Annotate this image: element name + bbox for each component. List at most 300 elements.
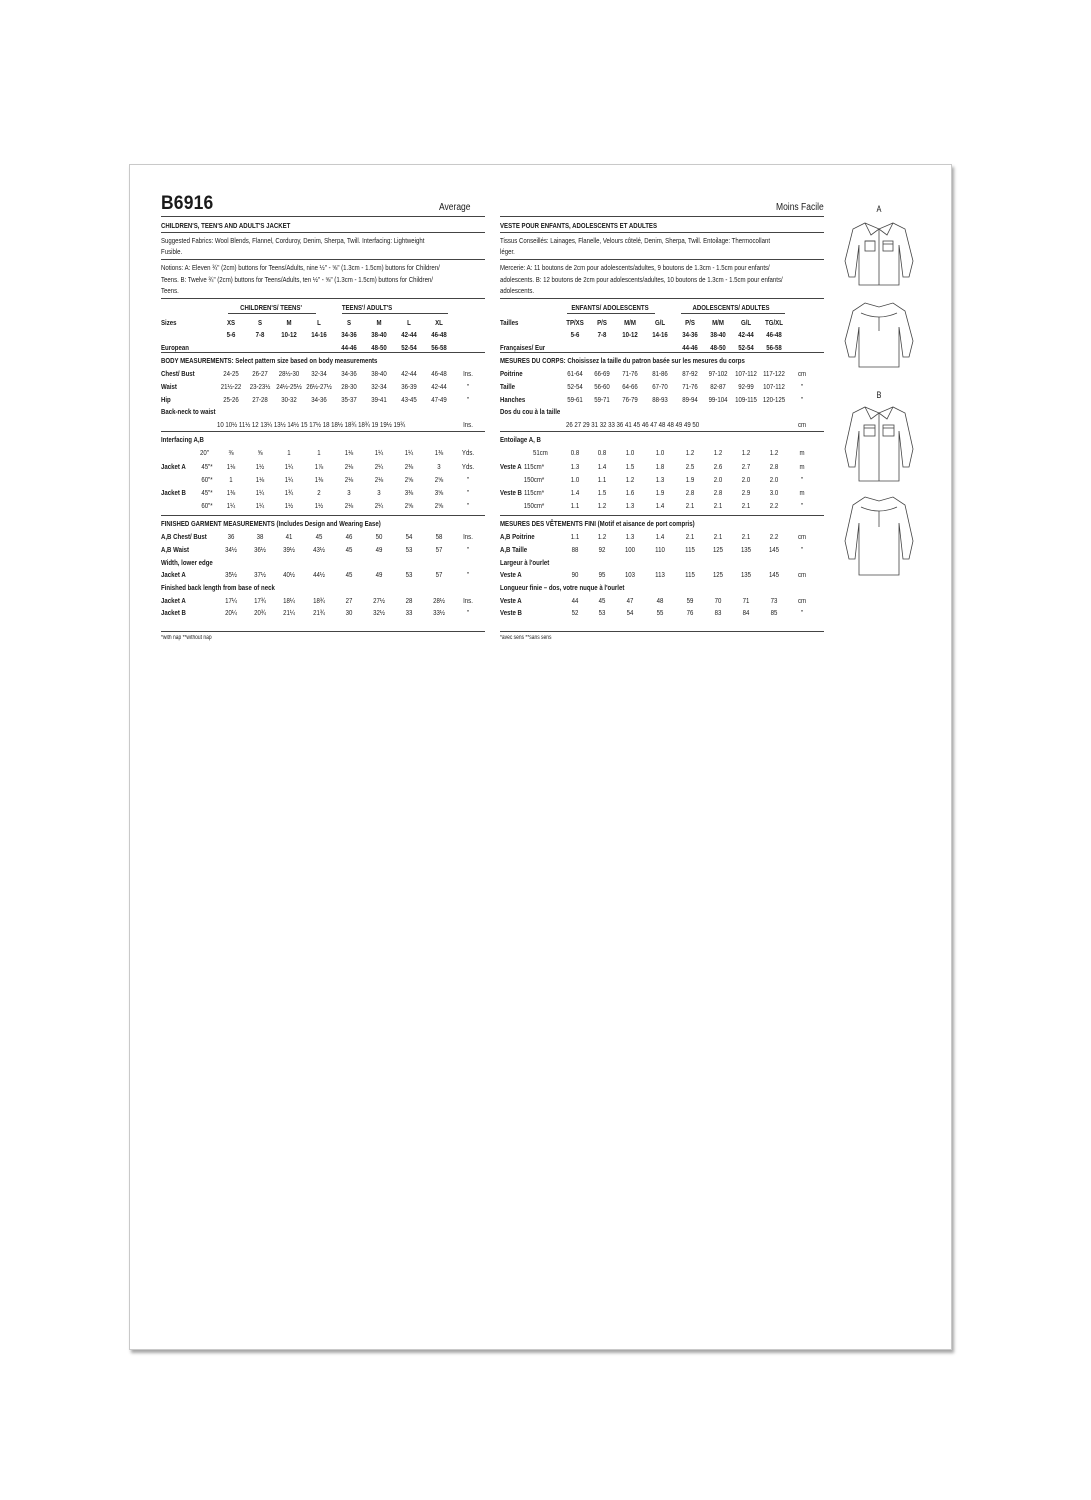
table-cell: 1.8	[655, 462, 665, 471]
table-cell: 1	[287, 448, 291, 457]
table-cell: 1.3	[570, 462, 580, 471]
body-measurements-heading: BODY MEASUREMENTS: Select pattern size based on body measurements	[161, 356, 378, 365]
table-cell: 67-70	[652, 382, 668, 391]
table-cell: 3⅜	[404, 488, 414, 497]
table-cell: 17¼	[225, 596, 237, 605]
table-cell: 26½-27½	[306, 382, 332, 391]
unit: cm	[797, 420, 807, 429]
table-cell: 1⅛	[344, 448, 354, 457]
table-cell: 115	[685, 545, 695, 554]
difficulty-en: Average	[439, 202, 471, 213]
table-cell: 26-27	[252, 369, 268, 378]
table-cell: 117-122	[763, 369, 785, 378]
table-cell: 30-32	[281, 395, 297, 404]
group-header-adultes: ADOLESCENTS/ ADULTES	[692, 303, 770, 312]
table-cell: 30	[345, 608, 353, 617]
body-measurements-heading: MESURES DU CORPS: Choisissez la taille du patron basée sur les mesures du corps	[500, 356, 745, 365]
footnote: *avec sens **sans sens	[500, 635, 552, 641]
row-label: Jacket A	[161, 462, 186, 471]
table-cell: 61-64	[567, 369, 583, 378]
table-cell: 1¼	[255, 501, 265, 510]
table-cell: 2.5	[685, 462, 695, 471]
table-cell: 45	[345, 570, 353, 579]
table-cell: 90	[571, 570, 579, 579]
size-header: M/M	[624, 318, 636, 327]
table-cell: 1.4	[655, 532, 665, 541]
table-cell: 27-28	[252, 395, 268, 404]
row-label: Interfacing A,B	[161, 435, 204, 444]
table-cell: 2¼	[374, 501, 384, 510]
row-label: A,B Waist	[161, 545, 190, 554]
table-cell: 24½-25½	[276, 382, 302, 391]
european-size: 52-54	[738, 343, 754, 352]
size-header: M	[376, 318, 382, 327]
table-cell: 1½	[255, 462, 265, 471]
notions-en-2: Teens. B: Twelve ¾" (2cm) buttons for Teens/Adults, ten ½" - ⅝" (1.3cm - 1.5cm) buttons for Children/	[161, 275, 433, 284]
unit: Ins.	[463, 420, 473, 429]
table-cell: 27	[345, 596, 353, 605]
table-cell: 1⅛	[255, 475, 265, 484]
table-cell: 1.1	[597, 475, 607, 484]
table-cell: 71-76	[682, 382, 698, 391]
divider	[500, 298, 824, 299]
table-cell: 57	[435, 545, 443, 554]
divider	[161, 352, 485, 353]
table-cell: 0.8	[570, 448, 580, 457]
table-cell: 28½-30	[278, 369, 300, 378]
fabrics-fr: Tissus Conseillés: Lainages, Flanelle, Velours côtelé, Denim, Sherpa, Twill. Entoilage: Thermocollant	[500, 236, 771, 245]
row-label: A,B Poitrine	[500, 532, 535, 541]
size-header: P/S	[685, 318, 695, 327]
size-range: 14-16	[311, 330, 327, 339]
divider	[500, 216, 824, 217]
table-cell: 1⅛	[226, 462, 236, 471]
table-cell: 73	[770, 596, 778, 605]
table-cell: 2.0	[741, 475, 751, 484]
table-cell: 135	[740, 570, 752, 579]
fabric-width: 150cm*	[523, 501, 545, 510]
table-cell: 43½	[313, 545, 325, 554]
table-cell: 50	[375, 532, 383, 541]
table-cell: 1.4	[570, 488, 580, 497]
pattern-sheet	[129, 164, 952, 1350]
european-size: 56-58	[431, 343, 447, 352]
table-cell: 2.9	[741, 488, 751, 497]
table-cell: 99-104	[708, 395, 728, 404]
unit: cm	[797, 596, 807, 605]
table-cell: 115	[685, 570, 695, 579]
table-cell: 2.2	[769, 501, 779, 510]
table-cell: 92	[598, 545, 606, 554]
group-underline	[681, 313, 785, 314]
size-range: 46-48	[431, 330, 447, 339]
divider	[161, 232, 485, 233]
unit: m	[799, 448, 805, 457]
row-label: Chest/ Bust	[161, 369, 195, 378]
unit: "	[800, 608, 804, 617]
table-cell: 1.4	[597, 462, 607, 471]
table-cell: 1.5	[597, 488, 607, 497]
table-cell: 25-26	[223, 395, 239, 404]
table-cell: 109-115	[735, 395, 757, 404]
european-size: 56-58	[766, 343, 782, 352]
table-cell: 1¼	[284, 462, 294, 471]
table-cell: 3⅝	[434, 488, 444, 497]
jacket-a-back-sketch	[837, 297, 921, 375]
table-cell: 21¾	[313, 608, 325, 617]
divider	[500, 515, 824, 516]
table-cell: 2.8	[685, 488, 695, 497]
sizes-label: Sizes	[161, 318, 177, 327]
table-cell: 107-112	[735, 369, 757, 378]
unit: "	[466, 488, 470, 497]
row-label: Veste B	[500, 488, 522, 497]
table-cell: 110	[655, 545, 665, 554]
table-cell: 1⅜	[434, 448, 444, 457]
table-cell: 2.1	[713, 532, 723, 541]
table-cell: 21½-22	[220, 382, 242, 391]
fabric-width: 45"*	[201, 462, 213, 471]
group-underline	[567, 313, 655, 314]
table-cell: 32½	[373, 608, 385, 617]
european-label: European	[161, 343, 189, 352]
unit: Ins.	[463, 532, 473, 541]
table-cell: 85	[770, 608, 778, 617]
table-cell: 2.1	[685, 532, 695, 541]
table-cell: 1½	[314, 501, 324, 510]
row-label: Poitrine	[500, 369, 523, 378]
table-cell: 54	[626, 608, 634, 617]
row-label: Hip	[161, 395, 171, 404]
row-label: Jacket A	[161, 570, 186, 579]
table-cell: 40½	[283, 570, 295, 579]
table-cell: 17¾	[254, 596, 266, 605]
view-b-label: B	[876, 390, 882, 400]
table-cell: 46-48	[431, 369, 447, 378]
divider	[161, 515, 485, 516]
table-cell: 2.0	[713, 475, 723, 484]
table-cell: 100	[624, 545, 636, 554]
divider	[500, 259, 824, 260]
table-cell: 1¼	[226, 501, 236, 510]
size-range: 38-40	[371, 330, 387, 339]
row-label: Dos du cou à la taille	[500, 407, 561, 416]
table-cell: 103	[624, 570, 636, 579]
row-label: Jacket B	[161, 488, 186, 497]
notions-fr-3: adolescents.	[500, 286, 535, 295]
size-header: G/L	[740, 318, 752, 327]
row-label: Veste A	[500, 570, 522, 579]
row-label: A,B Taille	[500, 545, 528, 554]
table-cell: 53	[405, 570, 413, 579]
backneck-values: 26 27 29 31 32 33 36 41 45 46 47 48 48 49 49 50	[566, 420, 700, 429]
row-label: Jacket B	[161, 608, 186, 617]
table-cell: 83	[714, 608, 722, 617]
table-cell: 59-71	[594, 395, 610, 404]
table-cell: 36	[227, 532, 235, 541]
fabric-width: 51cm	[533, 448, 548, 457]
table-cell: 125	[712, 545, 724, 554]
divider	[161, 631, 485, 632]
table-cell: 3	[437, 462, 441, 471]
table-cell: 145	[768, 545, 780, 554]
table-cell: 1.3	[625, 501, 635, 510]
table-cell: 46	[345, 532, 353, 541]
size-range: 46-48	[766, 330, 782, 339]
table-cell: 2⅛	[344, 475, 354, 484]
table-cell: 1⅞	[314, 462, 324, 471]
difficulty-fr: Moins Facile	[776, 202, 824, 213]
table-cell: 2.1	[741, 501, 751, 510]
fabric-width: 60"*	[201, 501, 213, 510]
size-range: 38-40	[710, 330, 726, 339]
size-header: P/S	[597, 318, 607, 327]
divider	[161, 216, 485, 217]
size-range: 7-8	[597, 330, 607, 339]
divider	[500, 232, 824, 233]
table-cell: 23-23½	[249, 382, 271, 391]
table-cell: 1.9	[655, 488, 665, 497]
table-cell: 28½	[433, 596, 445, 605]
unit: Ins.	[463, 369, 473, 378]
table-cell: 135	[740, 545, 752, 554]
jacket-b-back-sketch	[837, 491, 921, 581]
unit: "	[466, 395, 470, 404]
table-cell: 1¼	[284, 475, 294, 484]
table-cell: 32-34	[371, 382, 387, 391]
table-cell: 1.0	[655, 448, 665, 457]
table-cell: 1.2	[625, 475, 635, 484]
table-cell: 52-54	[567, 382, 583, 391]
table-cell: 1¼	[374, 448, 384, 457]
unit: "	[466, 501, 470, 510]
finished-measurements-heading: FINISHED GARMENT MEASUREMENTS (Includes Design and Wearing Ease)	[161, 519, 381, 528]
table-cell: 1¼	[255, 488, 265, 497]
table-cell: 1½	[284, 501, 294, 510]
table-cell: 2.8	[713, 488, 723, 497]
table-cell: 1.0	[625, 448, 635, 457]
row-label: Waist	[161, 382, 177, 391]
unit: Yds.	[461, 462, 475, 471]
row-label: Veste A	[500, 462, 522, 471]
table-cell: 18¾	[313, 596, 325, 605]
table-cell: 3.0	[769, 488, 779, 497]
footnote: *with nap **without nap	[161, 635, 212, 641]
backneck-values: 10 10½ 11½ 12 13¼ 13½ 14½ 15 17½ 18 18½ 18¾ 18¾ 19 19½ 19¾	[217, 420, 406, 429]
unit: "	[466, 475, 470, 484]
table-cell: 21¼	[283, 608, 295, 617]
fabric-width: 150cm*	[523, 475, 545, 484]
table-cell: 41	[285, 532, 293, 541]
table-cell: 64-66	[622, 382, 638, 391]
row-label: Veste B	[500, 608, 522, 617]
size-range: 7-8	[255, 330, 265, 339]
table-cell: 2.8	[769, 462, 779, 471]
fabrics-fr-2: léger.	[500, 247, 515, 256]
table-cell: 1.2	[685, 448, 695, 457]
table-cell: 92-99	[738, 382, 754, 391]
table-cell: 1.3	[655, 475, 665, 484]
european-size: 48-50	[710, 343, 726, 352]
size-range: 10-12	[281, 330, 297, 339]
table-cell: 44	[571, 596, 579, 605]
table-cell: 66-69	[594, 369, 610, 378]
table-cell: 3	[347, 488, 351, 497]
table-cell: 34-36	[341, 369, 357, 378]
unit: m	[799, 462, 805, 471]
size-header: M/M	[712, 318, 724, 327]
table-cell: 36-39	[401, 382, 417, 391]
table-cell: 1.2	[597, 532, 607, 541]
table-cell: 2.6	[713, 462, 723, 471]
size-range: 5-6	[570, 330, 580, 339]
unit: "	[800, 395, 804, 404]
group-header-adults: TEENS'/ ADULT'S	[341, 303, 393, 312]
table-cell: 2.0	[769, 475, 779, 484]
table-cell: 49	[375, 545, 383, 554]
european-size: 44-46	[341, 343, 357, 352]
unit: Ins.	[463, 596, 473, 605]
table-cell: 88-93	[652, 395, 668, 404]
title-en: CHILDREN'S, TEEN'S AND ADULT'S JACKET	[161, 221, 291, 230]
table-cell: 54	[405, 532, 413, 541]
notions-fr-2: adolescents. B: 12 boutons de 2cm pour adolescents/adultes, 10 boutons de 1.3cm - 1.5cm pour enfants/	[500, 275, 783, 284]
european-size: 52-54	[401, 343, 417, 352]
table-cell: 2⅝	[404, 475, 414, 484]
table-cell: 97-102	[708, 369, 728, 378]
row-label: Taille	[500, 382, 516, 391]
table-cell: 53	[405, 545, 413, 554]
size-header: XL	[435, 318, 443, 327]
table-cell: 33	[405, 608, 413, 617]
table-cell: 34½	[225, 545, 237, 554]
table-cell: 24-25	[223, 369, 239, 378]
unit: "	[466, 570, 470, 579]
table-cell: 95	[598, 570, 606, 579]
table-cell: 107-112	[763, 382, 785, 391]
table-cell: 87-92	[682, 369, 698, 378]
size-header: S	[346, 318, 352, 327]
table-cell: 18¼	[283, 596, 295, 605]
row-label: Jacket A	[161, 596, 186, 605]
table-cell: ⅜	[228, 448, 234, 457]
row-label: Hanches	[500, 395, 526, 404]
table-cell: 2⅝	[434, 501, 444, 510]
table-cell: 1.1	[570, 501, 580, 510]
european-size: 44-46	[682, 343, 698, 352]
table-cell: 1.9	[685, 475, 695, 484]
table-cell: 2⅛	[344, 501, 354, 510]
table-cell: 1⅜	[314, 475, 324, 484]
table-cell: 120-125	[762, 395, 786, 404]
unit: "	[466, 382, 470, 391]
table-cell: 38	[256, 532, 264, 541]
table-cell: 39-41	[371, 395, 387, 404]
table-cell: 28	[405, 596, 413, 605]
table-cell: 20¾	[254, 608, 266, 617]
table-cell: 49	[375, 570, 383, 579]
table-cell: 53	[598, 608, 606, 617]
table-cell: 2⅝	[404, 501, 414, 510]
size-header: S	[257, 318, 263, 327]
table-cell: 1.3	[625, 532, 635, 541]
jacket-b-front-sketch	[837, 399, 921, 489]
table-cell: 35½	[225, 570, 237, 579]
size-header: M	[286, 318, 292, 327]
table-cell: 145	[768, 570, 780, 579]
table-cell: 44½	[313, 570, 325, 579]
table-cell: 48	[656, 596, 664, 605]
table-cell: 76-79	[622, 395, 638, 404]
table-cell: 1.2	[713, 448, 723, 457]
fabric-width: 115cm*	[523, 462, 545, 471]
size-range: 34-36	[682, 330, 698, 339]
table-cell: 1.2	[769, 448, 779, 457]
unit: cm	[797, 532, 807, 541]
table-cell: 27½	[373, 596, 385, 605]
table-cell: 1⅜	[226, 488, 236, 497]
table-cell: 33½	[433, 608, 445, 617]
unit: "	[466, 608, 470, 617]
table-cell: 38-40	[371, 369, 387, 378]
european-label: Françaises/ Eur	[500, 343, 546, 352]
table-cell: 84	[742, 608, 750, 617]
table-cell: 1.1	[570, 532, 580, 541]
table-cell: 2⅜	[404, 462, 414, 471]
table-cell: 1¼	[404, 448, 414, 457]
table-cell: 57	[435, 570, 443, 579]
table-cell: 71	[742, 596, 750, 605]
size-header: L	[407, 318, 411, 327]
size-header: L	[317, 318, 321, 327]
row-label: Longueur finie – dos, votre nuque à l'ourlet	[500, 583, 625, 592]
table-cell: 45	[345, 545, 353, 554]
size-header: TP/XS	[566, 318, 584, 327]
size-range: 10-12	[622, 330, 638, 339]
table-cell: 2.7	[741, 462, 751, 471]
table-cell: 37½	[254, 570, 266, 579]
table-cell: 2⅝	[434, 475, 444, 484]
table-cell: 71-76	[622, 369, 638, 378]
row-label: A,B Chest/ Bust	[161, 532, 207, 541]
fabrics-en-2: Fusible.	[161, 247, 183, 256]
european-size: 48-50	[371, 343, 387, 352]
row-label: Veste A	[500, 596, 522, 605]
size-range: 42-44	[738, 330, 754, 339]
table-cell: 35-37	[341, 395, 357, 404]
table-cell: 3	[377, 488, 381, 497]
sizes-label: Tailles	[500, 318, 519, 327]
table-cell: 82-87	[710, 382, 726, 391]
fabric-width: 115cm*	[523, 488, 545, 497]
table-cell: 47	[626, 596, 634, 605]
table-cell: 2⅛	[374, 475, 384, 484]
jacket-a-front-sketch	[837, 215, 921, 295]
fabric-width: 45"*	[201, 488, 213, 497]
unit: "	[800, 475, 804, 484]
table-cell: 58	[435, 532, 443, 541]
table-cell: 70	[714, 596, 722, 605]
table-cell: 1¾	[284, 488, 294, 497]
divider	[500, 431, 824, 432]
table-cell: 32-34	[311, 369, 327, 378]
size-header: TG/XL	[765, 318, 783, 327]
unit: Yds.	[461, 448, 475, 457]
group-underline	[342, 313, 448, 314]
table-cell: 1.4	[655, 501, 665, 510]
divider	[161, 431, 485, 432]
unit: "	[800, 501, 804, 510]
